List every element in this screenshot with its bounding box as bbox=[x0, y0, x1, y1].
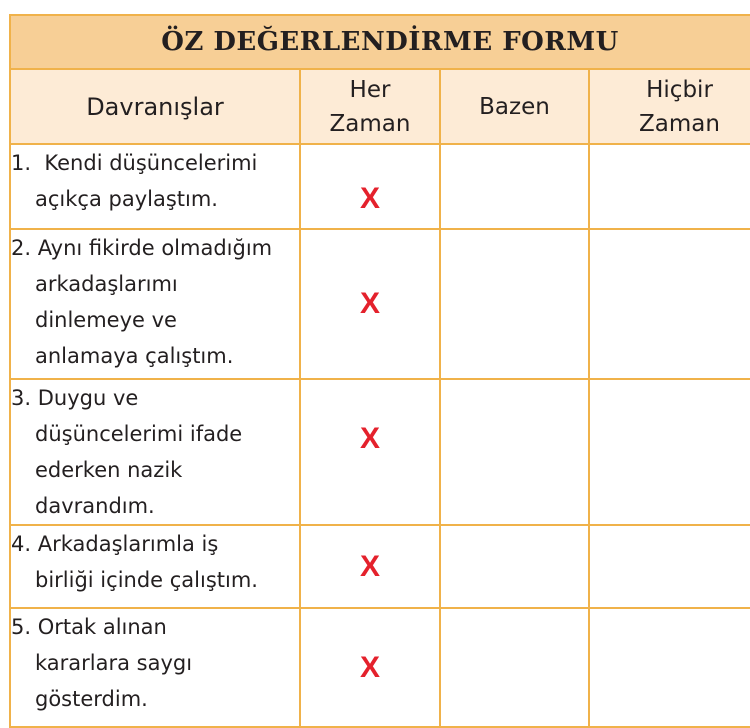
behavior-text: anlamaya çalıştım. bbox=[35, 344, 234, 368]
behavior-text: davrandım. bbox=[35, 494, 155, 518]
cell-never[interactable] bbox=[589, 229, 750, 379]
cell-always[interactable] bbox=[300, 525, 440, 608]
x-mark-icon: X bbox=[359, 181, 380, 215]
x-mark-icon: X bbox=[359, 549, 380, 583]
behavior-cell bbox=[10, 525, 300, 608]
behavior-text: düşüncelerimi ifade bbox=[35, 422, 243, 446]
header-line: Her bbox=[349, 76, 391, 103]
behavior-text: Duygu ve bbox=[37, 386, 139, 410]
x-mark-icon: X bbox=[359, 422, 380, 455]
behavior-cell bbox=[10, 144, 300, 229]
behavior-text: arkadaşlarımı bbox=[35, 272, 178, 296]
behavior-text: Arkadaşlarımla iş bbox=[37, 532, 219, 556]
behavior-cell bbox=[10, 608, 300, 727]
cell-sometimes[interactable] bbox=[440, 379, 589, 525]
cell-sometimes[interactable] bbox=[440, 525, 589, 608]
behavior-text: Kendi düşüncelerimi bbox=[44, 151, 258, 175]
column-header-always bbox=[300, 69, 440, 144]
behavior-text: ederken nazik bbox=[35, 458, 183, 482]
behavior-text: gösterdim. bbox=[35, 687, 148, 711]
header-line: Hiçbir bbox=[646, 76, 713, 103]
item-number: 5. bbox=[11, 615, 32, 639]
behavior-text: kararlara saygı bbox=[35, 651, 193, 675]
header-line: Zaman bbox=[329, 110, 411, 137]
behavior-text: birliği içinde çalıştım. bbox=[35, 568, 258, 592]
behavior-text: açıkça paylaştım. bbox=[35, 187, 218, 211]
x-mark-icon: X bbox=[359, 650, 380, 684]
cell-never[interactable] bbox=[589, 144, 750, 229]
cell-sometimes[interactable] bbox=[440, 144, 589, 229]
column-header-never bbox=[589, 69, 750, 144]
table-row bbox=[10, 144, 750, 229]
cell-always[interactable] bbox=[300, 379, 440, 525]
cell-never[interactable] bbox=[589, 379, 750, 525]
form-title: ÖZ DEĞERLENDİRME FORMU bbox=[10, 15, 750, 69]
cell-always[interactable] bbox=[300, 144, 440, 229]
column-header-behaviors: Davranışlar bbox=[10, 69, 300, 144]
table-row bbox=[10, 379, 750, 525]
behavior-text: Aynı fikirde olmadığım bbox=[37, 236, 273, 260]
table-row bbox=[10, 229, 750, 379]
behavior-cell bbox=[10, 379, 300, 525]
cell-never[interactable] bbox=[589, 525, 750, 608]
self-assessment-form bbox=[9, 14, 750, 728]
cell-sometimes[interactable] bbox=[440, 229, 589, 379]
table-row bbox=[10, 525, 750, 608]
behavior-text: dinlemeye ve bbox=[35, 308, 177, 332]
behavior-text: Ortak alınan bbox=[37, 615, 167, 639]
cell-never[interactable] bbox=[589, 608, 750, 727]
cell-always[interactable] bbox=[300, 229, 440, 379]
column-header-sometimes: Bazen bbox=[440, 69, 589, 144]
behavior-cell bbox=[10, 229, 300, 379]
x-mark-icon: X bbox=[359, 287, 380, 320]
table-row bbox=[10, 608, 750, 727]
cell-always[interactable] bbox=[300, 608, 440, 727]
cell-sometimes[interactable] bbox=[440, 608, 589, 727]
header-line: Zaman bbox=[639, 110, 720, 137]
item-number: 2. bbox=[11, 236, 32, 260]
item-number: 4. bbox=[11, 532, 32, 556]
item-number: 1. bbox=[11, 151, 32, 175]
item-number: 3. bbox=[11, 386, 32, 410]
